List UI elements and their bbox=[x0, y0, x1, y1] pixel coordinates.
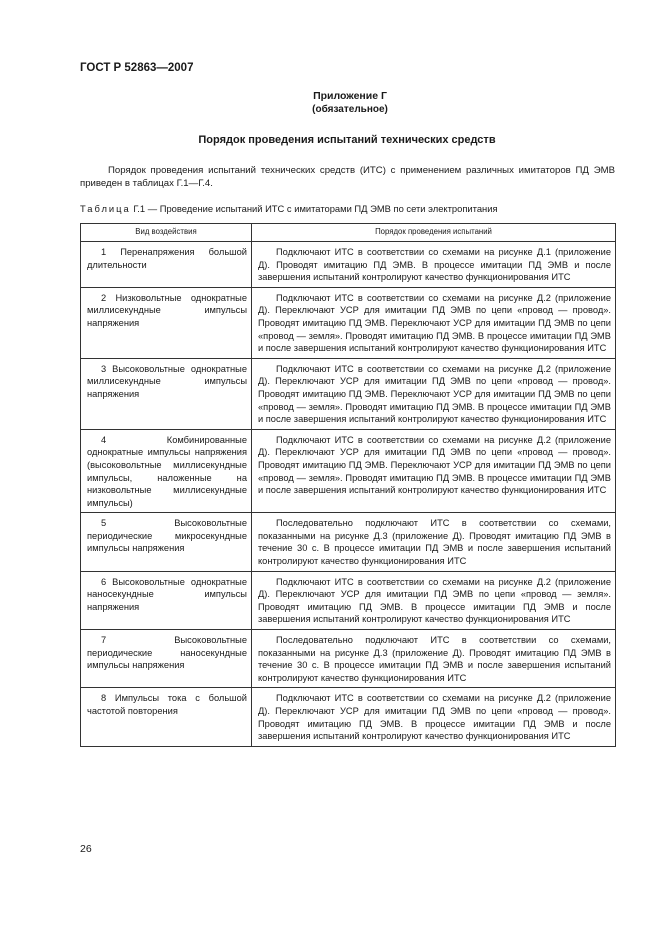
table-row bbox=[81, 571, 616, 629]
document-code: ГОСТ Р 52863—2007 bbox=[80, 62, 194, 74]
impact-cell: 4 Комбинированные однократные импульсы напряжения (высоковольтные миллисекундные импульсы, наложенные на низковольтные миллисекундные импульсы) bbox=[81, 429, 252, 513]
table-row bbox=[81, 287, 616, 358]
impact-cell: 1 Перенапряжения большой длительности bbox=[81, 242, 252, 288]
procedure-cell: Подключают ИТС в соответствии со схемами на рисунке Д.2 (приложение Д). Переключают УСР для имитации ПД ЭМВ по цепи «провод — земля». Проводят имитацию ПД ЭМВ. В процессе имитации ПД ЭМВ и после завершения испытаний контролируют качество функционирования ИТС bbox=[252, 571, 616, 629]
table-caption bbox=[80, 203, 498, 214]
table-row bbox=[81, 688, 616, 746]
procedure-cell: Последовательно подключают ИТС в соответствии со схемами, показанными на рисунке Д.3 (приложение Д). Проводят имитацию ПД ЭМВ в течение 30 с. В процессе имитации ПД ЭМВ и после завершения испытаний контролируют качество функционирования ИТС bbox=[252, 513, 616, 571]
page-title: Порядок проведения испытаний технических средств bbox=[198, 134, 496, 146]
procedure-cell: Последовательно подключают ИТС в соответствии со схемами, показанными на рисунке Д.3 (приложение Д). Проводят имитацию ПД ЭМВ в течение 30 с. В процессе имитации ПД ЭМВ и после завершения испытаний контролируют качество функционирования ИТС bbox=[252, 630, 616, 688]
table-row bbox=[81, 242, 616, 288]
page-number: 26 bbox=[80, 843, 92, 855]
procedure-cell: Подключают ИТС в соответствии со схемами на рисунке Д.2 (приложение Д). Переключают УСР для имитации ПД ЭМВ по цепи «провод — провод». Проводят имитацию ПД ЭМВ. Переключают УСР для имитации ПД ЭМВ по цепи «провод — земля». Проводят имитацию ПД ЭМВ. В процессе имитации ПД ЭМВ и после завершения испытаний контролируют качество функционирования ИТС bbox=[252, 429, 616, 513]
impact-cell: 7 Высоковольтные периодические наносекундные импульсы напряжения bbox=[81, 630, 252, 688]
table-row bbox=[81, 513, 616, 571]
procedure-cell: Подключают ИТС в соответствии со схемами на рисунке Д.2 (приложение Д). Переключают УСР для имитации ПД ЭМВ по цепи «провод — провод». Проводят имитацию ПД ЭМВ. В процессе имитации ПД ЭМВ и после завершения испытаний контролируют качество функционирования ИТС bbox=[252, 688, 616, 746]
appendix-title: Приложение Г bbox=[313, 90, 387, 102]
impact-cell: 2 Низковольтные однократные миллисекундные импульсы напряжения bbox=[81, 287, 252, 358]
procedure-cell: Подключают ИТС в соответствии со схемами на рисунке Д.2 (приложение Д). Переключают УСР для имитации ПД ЭМВ по цепи «провод — провод». Проводят имитацию ПД ЭМВ. Переключают УСР для имитации ПД ЭМВ по цепи «провод — земля». Проводят имитацию ПД ЭМВ. В процессе имитации ПД ЭМВ и после завершения испытаний контролируют качество функционирования ИТС bbox=[252, 358, 616, 429]
table-header-row bbox=[81, 224, 616, 242]
procedure-cell: Подключают ИТС в соответствии со схемами на рисунке Д.1 (приложение Д). Проводят имитацию ПД ЭМВ. В процессе имитации ПД ЭМВ и после завершения испытаний контролируют качество функционирования ИТС bbox=[252, 242, 616, 288]
test-procedure-table bbox=[80, 223, 616, 747]
appendix-subtitle: (обязательное) bbox=[312, 104, 388, 115]
impact-cell: 3 Высоковольтные однократные миллисекундные импульсы напряжения bbox=[81, 358, 252, 429]
procedure-cell: Подключают ИТС в соответствии со схемами на рисунке Д.2 (приложение Д). Переключают УСР для имитации ПД ЭМВ по цепи «провод — провод». Проводят имитацию ПД ЭМВ. Переключают УСР для имитации ПД ЭМВ по цепи «провод — земля». Проводят имитацию ПД ЭМВ. В процессе имитации ПД ЭМВ и после завершения испытаний контролируют качество функционирования ИТС bbox=[252, 287, 616, 358]
table-caption-label: Таблица bbox=[80, 203, 131, 214]
impact-cell: 8 Импульсы тока с большой частотой повторения bbox=[81, 688, 252, 746]
column-header-procedure: Порядок проведения испытаний bbox=[252, 224, 616, 242]
impact-cell: 5 Высоковольтные периодические микросекундные импульсы напряжения bbox=[81, 513, 252, 571]
column-header-impact: Вид воздействия bbox=[81, 224, 252, 242]
table-row bbox=[81, 630, 616, 688]
intro-paragraph: Порядок проведения испытаний технических средств (ИТС) с применением различных имитаторов ПД ЭМВ приведен в таблицах Г.1—Г.4. bbox=[80, 165, 615, 189]
table-row bbox=[81, 358, 616, 429]
impact-cell: 6 Высоковольтные однократные наносекундные импульсы напряжения bbox=[81, 571, 252, 629]
table-caption-text: Г.1 — Проведение испытаний ИТС с имитаторами ПД ЭМВ по сети электропитания bbox=[133, 203, 498, 214]
table-row bbox=[81, 429, 616, 513]
